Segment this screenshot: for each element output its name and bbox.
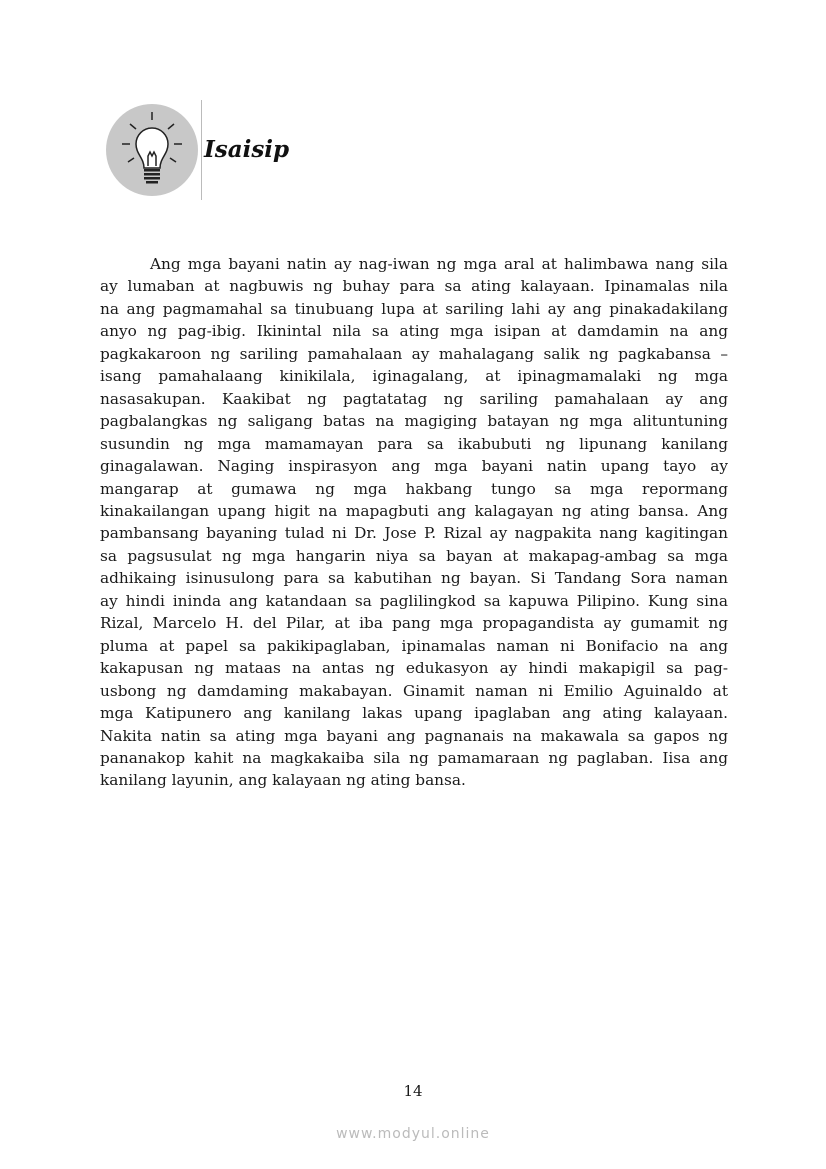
header-divider [201, 100, 202, 200]
text-line: pagkakaroon ng sariling pamahalaan ay mahalagang salik ng pagkabansa – [100, 344, 728, 363]
text-line: usbong ng damdaming makabayan. Ginamit naman ni Emilio Aguinaldo at [100, 681, 728, 700]
text-line: kanilang layunin, ang kalayaan ng ating bansa. [100, 771, 466, 790]
text-line: kinakailangan upang higit na mapagbuti ang kalagayan ng ating bansa. Ang [100, 501, 728, 520]
text-line: pambansang bayaning tulad ni Dr. Jose P. Rizal ay nagpakita nang kagitingan [100, 524, 728, 543]
section-header [104, 100, 304, 200]
text-line: isang pamahalaang kinikilala, iginagalang, at ipinagmamalaki ng mga [100, 367, 728, 386]
text-line: Ang mga bayani natin ay nag-iwan ng mga aral at halimbawa nang sila [150, 255, 728, 273]
text-line: pananakop kahit na magkakaiba sila ng pamamaraan ng paglaban. Iisa ang [100, 748, 728, 767]
text-line: sa pagsusulat ng mga hangarin niya sa bayan at makapag-ambag sa mga [100, 546, 728, 565]
lightbulb-icon [106, 104, 198, 196]
page-number: 14 [403, 1082, 423, 1100]
text-line: mangarap at gumawa ng mga hakbang tungo sa mga repormang [100, 479, 728, 498]
text-line: nasasakupan. Kaakibat ng pagtatatag ng sariling pamahalaan ay ang [100, 389, 728, 408]
body-paragraph [100, 253, 728, 792]
text-line: Nakita natin sa ating mga bayani ang pagnanais na makawala sa gapos ng [100, 726, 728, 745]
text-line: pagbalangkas ng saligang batas na magiging batayan ng mga alituntuning [100, 412, 728, 431]
text-line: pluma at papel sa pakikipaglaban, ipinamalas naman ni Bonifacio na ang [100, 636, 728, 655]
text-line: ginagalawan. Naging inspirasyon ang mga bayani natin upang tayo ay [100, 457, 728, 476]
text-line: ay hindi ininda ang katandaan sa paglilingkod sa kapuwa Pilipino. Kung sina [100, 591, 728, 610]
watermark: www.modyul.online [336, 1126, 490, 1142]
text-line: mga Katipunero ang kanilang lakas upang ipaglaban ang ating kalayaan. [100, 704, 728, 723]
text-line: ay lumaban at nagbuwis ng buhay para sa ating kalayaan. Ipinamalas nila [100, 277, 728, 296]
text-line: adhikaing isinusulong para sa kabutihan ng bayan. Si Tandang Sora naman [100, 569, 728, 588]
text-line: Rizal, Marcelo H. del Pilar, at iba pang mga propagandista ay gumamit ng [100, 614, 728, 633]
text-line: kakapusan ng mataas na antas ng edukasyon ay hindi makapigil sa pag- [100, 659, 728, 678]
text-line: susundin ng mga mamamayan para sa ikabubuti ng lipunang kanilang [100, 434, 728, 453]
text-line: na ang pagmamahal sa tinubuang lupa at sariling lahi ay ang pinakadakilang [100, 299, 728, 318]
text-line: anyo ng pag-ibig. Ikinintal nila sa ating mga isipan at damdamin na ang [100, 322, 728, 341]
section-title: Isaisip [204, 136, 290, 163]
